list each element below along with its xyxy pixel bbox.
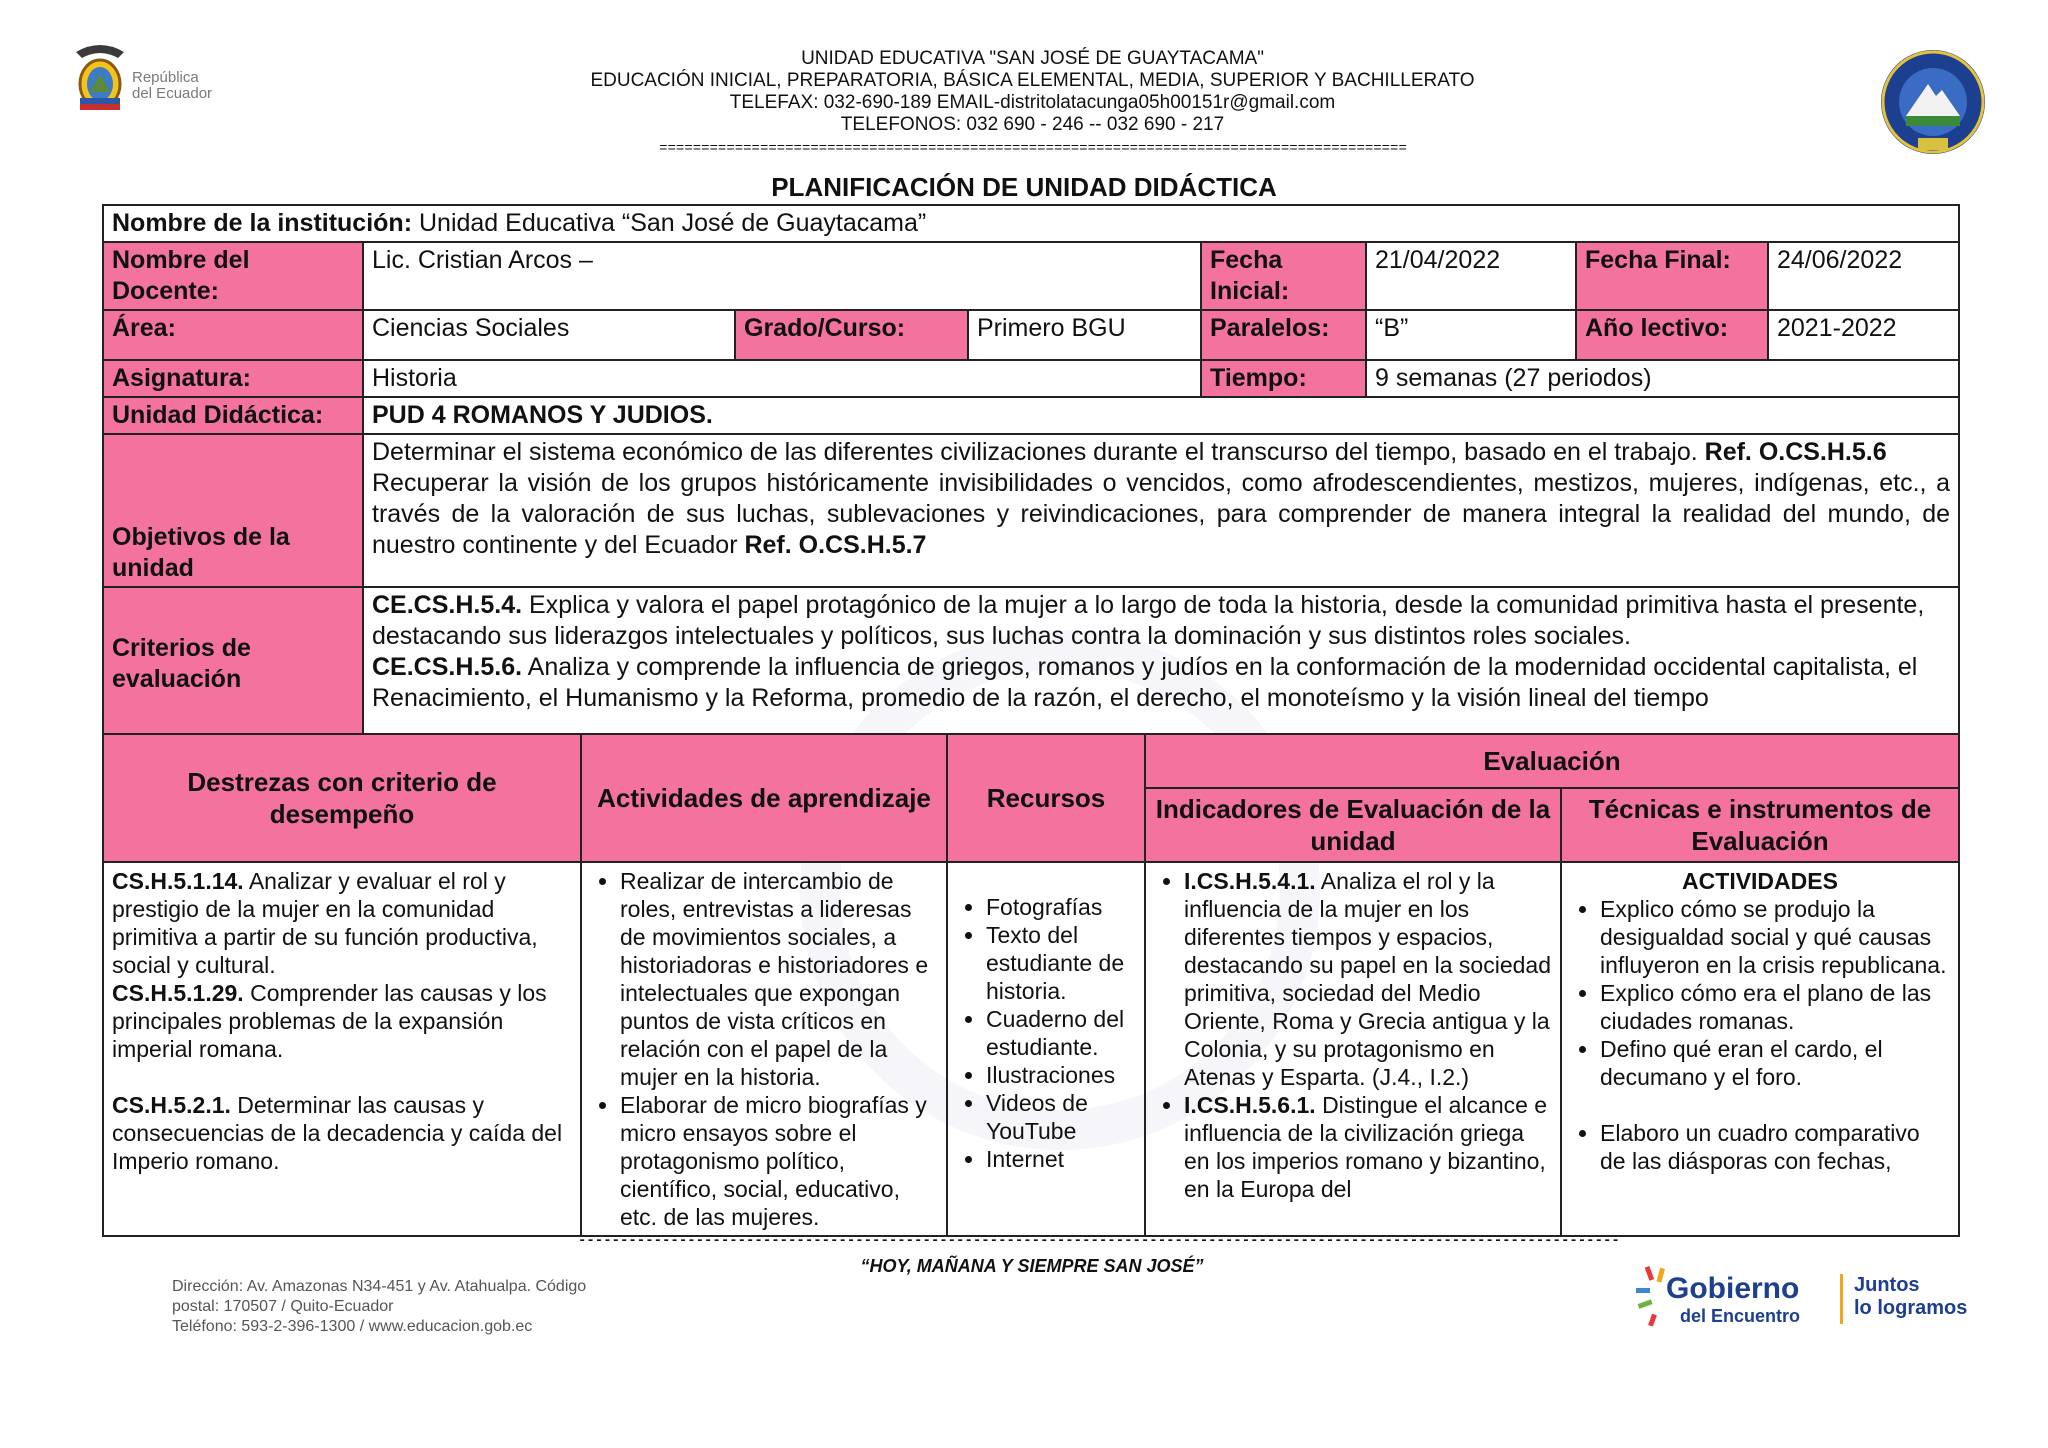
list-item: • Defino qué eran el cardo, el decumano y el foro. xyxy=(1600,1035,1950,1091)
criterio-1 xyxy=(372,590,1950,652)
area-label: Área: xyxy=(103,310,363,360)
tecnicas-cell xyxy=(1561,862,1959,1236)
anio-label: Año lectivo: xyxy=(1576,310,1768,360)
destreza-1-code: CS.H.5.1.14. xyxy=(112,868,244,894)
grado-value: Primero BGU xyxy=(968,310,1201,360)
footer-address xyxy=(172,1277,586,1337)
header-destrezas: Destrezas con criterio de desempeño xyxy=(103,734,581,862)
address-line-3: Teléfono: 593-2-396-1300 / www.educacion.gob.ec xyxy=(172,1318,533,1335)
school-seal-logo xyxy=(1878,46,1988,158)
header-line-phones: TELEFONOS: 032 690 - 246 -- 032 690 - 217 xyxy=(840,114,1225,135)
objetivo-2 xyxy=(372,468,1950,561)
fecha-final-label: Fecha Final: xyxy=(1576,242,1768,310)
area-value: Ciencias Sociales xyxy=(363,310,735,360)
gobierno-sub-text: del Encuentro xyxy=(1680,1306,1801,1326)
paralelos-value: “B” xyxy=(1366,310,1576,360)
unidad-label: Unidad Didáctica: xyxy=(103,397,363,434)
unidad-value: PUD 4 ROMANOS Y JUDIOS. xyxy=(363,397,1959,434)
header-line-levels: EDUCACIÓN INICIAL, PREPARATORIA, BÁSICA ELEMENTAL, MEDIA, SUPERIOR Y BACHILLERATO xyxy=(590,70,1475,91)
header-actividades: Actividades de aprendizaje xyxy=(581,734,947,862)
logo-text-line2: del Ecuador xyxy=(132,85,213,102)
actividades-cell xyxy=(581,862,947,1236)
list-item: • Fotografías xyxy=(986,893,1136,921)
list-item: • Elaboro un cuadro comparativo de las diásporas con fechas, xyxy=(1600,1119,1950,1175)
paralelos-label: Paralelos: xyxy=(1201,310,1366,360)
list-item: • Realizar de intercambio de roles, entrevistas a lideresas de movimientos sociales, a historiadoras e historiadores e intelectuales que expongan puntos de vista críticos en relación con el papel de la mujer en la historia. xyxy=(620,867,938,1091)
destrezas-cell xyxy=(103,862,581,1236)
objetivo-1-text: Determinar el sistema económico de las diferentes civilizaciones durante el transcurso del tiempo, basado en el trabajo. xyxy=(372,438,1698,466)
header-tecnicas: Técnicas e instrumentos de Evaluación xyxy=(1561,788,1959,862)
gobierno-divider xyxy=(1840,1274,1843,1324)
criterio-2 xyxy=(372,652,1950,714)
tecnicas-title: ACTIVIDADES xyxy=(1682,868,1838,894)
institution-header xyxy=(500,48,1565,136)
ecuador-coat-of-arms-icon xyxy=(68,38,132,118)
institution-value: Unidad Educativa “San José de Guaytacama” xyxy=(418,209,927,237)
indicador-1-code: I.CS.H.5.4.1. xyxy=(1184,868,1316,894)
list-item xyxy=(1184,1091,1552,1203)
destreza-3-text: Determinar las causas y consecuencias de la decadencia y caída del Imperio romano. xyxy=(112,1092,563,1174)
fecha-inicial-label: Fecha Inicial: xyxy=(1201,242,1366,310)
header-recursos: Recursos xyxy=(947,734,1145,862)
header-separator: ========================================================================================= xyxy=(659,141,1407,157)
destreza-1 xyxy=(112,867,572,979)
header-indicadores: Indicadores de Evaluación de la unidad xyxy=(1145,788,1561,862)
destreza-2-text: Comprender las causas y los principales problemas de la expansión imperial romana. xyxy=(112,980,547,1062)
criterios-value xyxy=(363,587,1959,741)
docente-value: Lic. Cristian Arcos – xyxy=(363,242,1201,310)
page-title: PLANIFICACIÓN DE UNIDAD DIDÁCTICA xyxy=(771,172,1277,202)
info-table xyxy=(102,204,1960,742)
indicador-2-text: Distingue el alcance e influencia de la civilización griega en los imperios romano y bizantino, en la Europa del xyxy=(1184,1092,1548,1202)
institution-label: Nombre de la institución: xyxy=(112,209,413,237)
anio-value: 2021-2022 xyxy=(1768,310,1959,360)
criterio-2-code: CE.CS.H.5.6. xyxy=(372,653,523,681)
list-item: • Explico cómo se produjo la desigualdad social y qué causas influyeron en la crisis republicana. xyxy=(1600,895,1950,979)
list-item xyxy=(1184,867,1552,1091)
list-item: • Explico cómo era el plano de las ciudades romanas. xyxy=(1600,979,1950,1035)
destreza-3-code: CS.H.5.2.1. xyxy=(112,1092,231,1118)
list-item: • Ilustraciones xyxy=(986,1061,1136,1089)
fecha-final-value: 24/06/2022 xyxy=(1768,242,1959,310)
gobierno-slogan xyxy=(1854,1274,1967,1320)
objetivo-2-ref: Ref. O.CS.H.5.7 xyxy=(744,531,927,559)
gobierno-logo xyxy=(1632,1262,2012,1342)
objetivos-label: Objetivos de la unidad xyxy=(103,434,363,587)
list-item: • Texto del estudiante de historia. xyxy=(986,921,1136,1005)
destreza-2-code: CS.H.5.1.29. xyxy=(112,980,244,1006)
header-line-telefax: TELEFAX: 032-690-189 EMAIL-distritolatacunga05h00151r@gmail.com xyxy=(729,92,1336,113)
address-line-2: postal: 170507 / Quito-Ecuador xyxy=(172,1298,394,1315)
school-seal-icon xyxy=(1878,46,1988,158)
criterio-1-code: CE.CS.H.5.4. xyxy=(372,591,523,619)
criterio-1-text: Explica y valora el papel protagónico de la mujer a lo largo de toda la historia, desde la comunidad primitiva hasta el presente, destacando sus liderazgos intelectuales y políticos, sus luchas contra la dominación y sus distintos roles sociales. xyxy=(372,591,1925,650)
criterios-label: Criterios de evaluación xyxy=(103,587,363,741)
fecha-inicial-value: 21/04/2022 xyxy=(1366,242,1576,310)
gobierno-main-text: Gobierno xyxy=(1666,1272,1800,1305)
header-evaluacion: Evaluación xyxy=(1145,734,1959,788)
recursos-cell xyxy=(947,862,1145,1236)
list-item: • Videos de YouTube xyxy=(986,1089,1136,1145)
destreza-2 xyxy=(112,979,572,1063)
list-item: • Elaborar de micro biografías y micro ensayos sobre el protagonismo político, científico, social, educativo, etc. de las mujeres. xyxy=(620,1091,938,1231)
destreza-1-text: Analizar y evaluar el rol y prestigio de la mujer en la comunidad primitiva a partir de su función productiva, social y cultural. xyxy=(112,868,538,978)
objetivo-1 xyxy=(372,437,1950,468)
slogan-line-1: Juntos xyxy=(1854,1274,1920,1296)
planning-table xyxy=(102,733,1960,1237)
docente-label: Nombre del Docente: xyxy=(103,242,363,310)
asignatura-label: Asignatura: xyxy=(103,360,363,397)
asignatura-value: Historia xyxy=(363,360,1201,397)
grado-label: Grado/Curso: xyxy=(735,310,968,360)
destreza-3 xyxy=(112,1091,572,1175)
institution-row xyxy=(103,205,1959,242)
list-item: • Internet xyxy=(986,1145,1136,1173)
school-motto: “HOY, MAÑANA Y SIEMPRE SAN JOSÉ” xyxy=(860,1256,1204,1276)
indicadores-cell xyxy=(1145,862,1561,1236)
objetivo-1-ref: Ref. O.CS.H.5.6 xyxy=(1704,438,1887,466)
tiempo-value: 9 semanas (27 periodos) xyxy=(1366,360,1959,397)
logo-text-line1: República xyxy=(132,69,199,86)
indicador-1-text: Analiza el rol y la influencia de la mujer en los diferentes tiempos y espacios, destacando su papel en la sociedad primitiva, sociedad del Medio Oriente, Roma y Grecia antigua y la Colonia, y su protagonismo en Atenas y Esparta. (J.4., I.2.) xyxy=(1184,868,1552,1090)
list-item: • Cuaderno del estudiante. xyxy=(986,1005,1136,1061)
address-line-1: Dirección: Av. Amazonas N34-451 y Av. Atahualpa. Código xyxy=(172,1278,587,1295)
objetivo-2-text: Recuperar la visión de los grupos históricamente invisibilidades o vencidos, como afrodescendientes, mestizos, mujeres, indígenas, etc., a través de la valoración de sus luchas, sublevaciones y reivindicaciones, para comprender de manera integral la realidad del mundo, de nuestro continente y del Ecuador xyxy=(372,469,1951,559)
tiempo-label: Tiempo: xyxy=(1201,360,1366,397)
indicador-2-code: I.CS.H.5.6.1. xyxy=(1184,1092,1316,1118)
criterio-2-text: Analiza y comprende la influencia de griegos, romanos y judíos en la conformación de la modernidad occidental capitalista, el Renacimiento, el Humanismo y la Reforma, promedio de la razón, el derecho, el monoteísmo y la visión lineal del tiempo xyxy=(372,653,1918,712)
objetivos-value xyxy=(363,434,1959,587)
footer-separator: ---------------------------------------------------------------------------------------------------------------------------- xyxy=(578,1233,1620,1249)
republica-ecuador-logo xyxy=(68,38,238,118)
header-line-school: UNIDAD EDUCATIVA "SAN JOSÉ DE GUAYTACAMA" xyxy=(801,48,1264,69)
slogan-line-2: lo logramos xyxy=(1854,1297,1968,1319)
